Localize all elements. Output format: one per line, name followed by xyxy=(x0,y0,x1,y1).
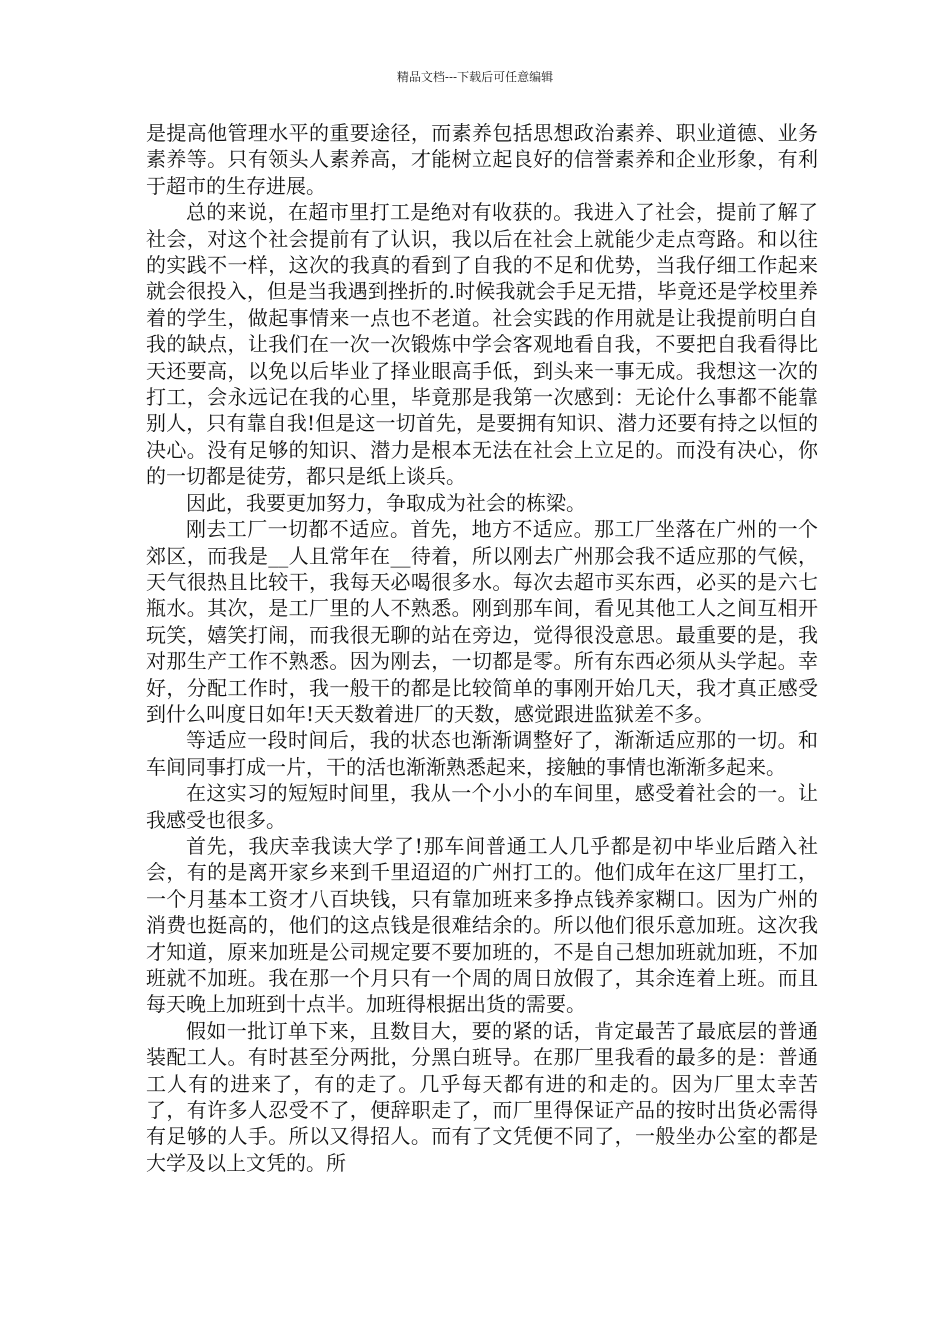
paragraph: 因此，我要更加努力，争取成为社会的栋梁。 xyxy=(186,490,586,515)
paragraph: 首先，我庆幸我读大学了!那车间普通工人几乎都是初中毕业后踏入社会，有的是离开家乡来到千里迢迢的广州打工的。他们成年在这厂里打工，一个月基本工资才八百块钱，只有靠加班来多挣点钱养家糊口。因为广州的消费也挺高的，他们的这点钱是很难结余的。所以他们很乐意加班。这次我才知道，原来加班是公司规定要不要加班的，不是自己想加班就加班，不加班就不加班。我在那一个月只有一个周的周日放假了，其余连着上班。而且每天晚上加班到十点半。加班得根据出货的需要。 xyxy=(146,833,818,1017)
paragraph: 假如一批订单下来，且数目大，要的紧的话，肯定最苦了最底层的普通装配工人。有时甚至分两批，分黑白班导。在那厂里我看的最多的是：普通工人有的进来了，有的走了。几乎每天都有进的和走的。因为厂里太幸苦了，有许多人忍受不了，便辞职走了，而厂里得保证产品的按时出货必需得有足够的人手。所以又得招人。而有了文凭便不同了，一般坐办公室的都是大学及以上文凭的。所 xyxy=(146,1018,818,1175)
paragraph: 总的来说，在超市里打工是绝对有收获的。我进入了社会，提前了解了社会，对这个社会提前有了认识，我以后在社会上就能少走点弯路。和以往的实践不一样，这次的我真的看到了自我的不足和优势，当我仔细工作起来就会很投入，但是当我遇到挫折的.时候我就会手足无措，毕竟还是学校里养着的学生，做起事情来一点也不老道。社会实践的作用就是让我提前明白自我的缺点，让我们在一次一次锻炼中学会客观地看自我，不要把自我看得比天还要高，以免以后毕业了择业眼高手低，到头来一事无成。我想这一次的打工，会永远记在我的心里，毕竟那是我第一次感到：无论什么事都不能靠别人，只有靠自我!但是这一切首先，是要拥有知识、潜力还要有持之以恒的决心。没有足够的知识、潜力是根本无法在社会上立足的。而没有决心，你的一切都是徒劳，都只是纸上谈兵。 xyxy=(146,200,818,489)
paragraph: 是提高他管理水平的重要途径，而素养包括思想政治素养、职业道德、业务素养等。只有领头人素养高，才能树立起良好的信誉素养和企业形象，有利于超市的生存进展。 xyxy=(146,121,818,198)
page-header: 精品文档---下载后可任意编辑 xyxy=(396,70,554,84)
paragraph: 等适应一段时间后，我的状态也渐渐调整好了，渐渐适应那的一切。和车间同事打成一片，干的活也渐渐熟悉起来，接触的事情也渐渐多起来。 xyxy=(146,728,818,779)
paragraph: 刚去工厂一切都不适应。首先，地方不适应。那工厂坐落在广州的一个郊区，而我是__人且常年在__待着，所以刚去广州那会我不适应那的气候，天气很热且比较干，我每天必喝很多水。每次去超市买东西，必买的是六七瓶水。其次，是工厂里的人不熟悉。刚到那车间，看见其他工人之间互相开玩笑，嬉笑打闹，而我很无聊的站在旁边，觉得很没意思。最重要的是，我对那生产工作不熟悉。因为刚去，一切都是零。所有东西必须从头学起。幸好，分配工作时，我一般干的都是比较简单的事刚开始几天，我才真正感受到什么叫度日如年!天天数着进厂的天数，感觉跟进监狱差不多。 xyxy=(146,517,818,726)
document-body xyxy=(146,120,818,1176)
paragraph: 在这实习的短短时间里，我从一个小小的车间里，感受着社会的一。让我感受也很多。 xyxy=(146,781,818,832)
